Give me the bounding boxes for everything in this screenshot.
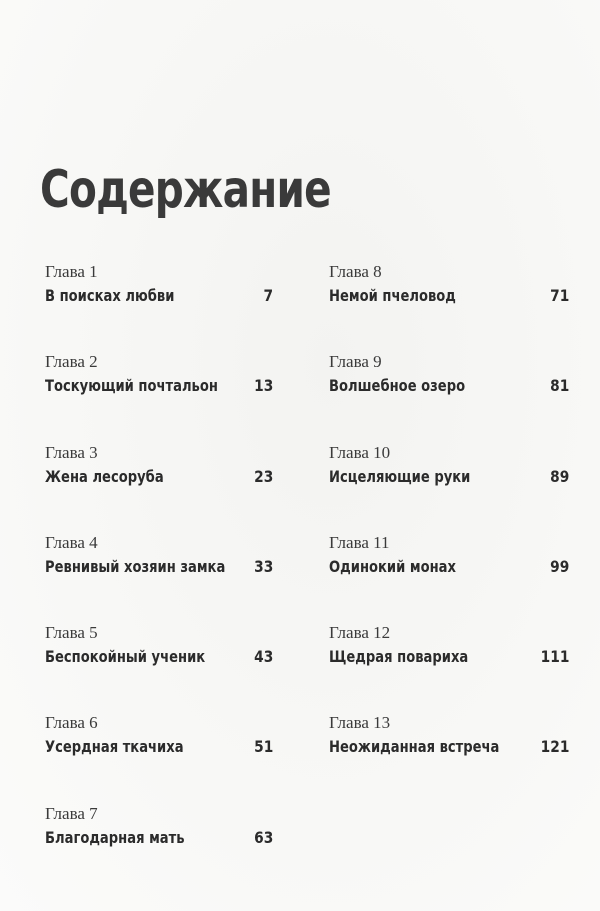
toc-entry[interactable] (45, 533, 285, 623)
page-number: 89 (549, 466, 569, 486)
page-title: Содержание (40, 160, 331, 220)
chapter-label: Глава 8 (329, 262, 382, 281)
page-number: 7 (263, 286, 273, 305)
toc-entry[interactable] (329, 443, 569, 533)
page-number: 23 (253, 466, 273, 486)
toc-right-column (329, 262, 569, 804)
chapter-title: Усердная ткачиха (45, 737, 184, 757)
chapter-title: Исцеляющие руки (329, 466, 471, 486)
toc-entry[interactable] (45, 623, 285, 713)
chapter-title: Немой пчеловод (329, 286, 456, 305)
chapter-title: Щедрая повариха (329, 647, 469, 667)
chapter-label: Глава 1 (45, 262, 98, 281)
chapter-label: Глава 6 (45, 713, 98, 733)
toc-entry[interactable] (329, 713, 569, 803)
chapter-title: Жена лесоруба (45, 466, 164, 486)
chapter-title: Одинокий монах (329, 556, 456, 576)
chapter-title: Неожиданная встреча (329, 737, 500, 757)
toc-entry[interactable] (45, 804, 285, 894)
chapter-title: Ревнивый хозяин замка (45, 556, 226, 576)
toc-left-column (45, 262, 285, 894)
page-number: 13 (253, 376, 273, 396)
chapter-label: Глава 9 (329, 352, 382, 372)
chapter-title: Благодарная мать (45, 827, 185, 847)
page-number: 33 (253, 556, 273, 576)
page-number: 51 (253, 737, 273, 757)
chapter-label: Глава 12 (329, 623, 391, 643)
chapter-title: Волшебное озеро (329, 376, 466, 396)
page-number: 121 (540, 737, 569, 757)
chapter-label: Глава 4 (45, 532, 98, 552)
chapter-label: Глава 10 (329, 442, 391, 462)
chapter-label: Глава 7 (45, 803, 98, 823)
toc-entry[interactable] (329, 262, 569, 352)
toc-entry[interactable] (45, 713, 285, 803)
chapter-title: В поисках любви (45, 286, 175, 305)
page-number: 81 (549, 376, 569, 396)
page-number: 71 (549, 286, 569, 305)
chapter-title: Тоскующий почтальон (45, 376, 218, 396)
toc-entry[interactable] (329, 623, 569, 713)
toc-entry[interactable] (45, 352, 285, 442)
toc-entry[interactable] (45, 262, 285, 352)
chapter-label: Глава 11 (329, 532, 390, 552)
toc-entry[interactable] (329, 352, 569, 442)
page-number: 111 (540, 647, 569, 667)
chapter-label: Глава 5 (45, 623, 98, 643)
chapter-label: Глава 13 (329, 713, 391, 733)
page-number: 99 (549, 556, 569, 576)
toc-entry[interactable] (329, 533, 569, 623)
page-number: 63 (253, 827, 273, 847)
page-number: 43 (253, 647, 273, 667)
toc-entry[interactable] (45, 443, 285, 533)
chapter-label: Глава 2 (45, 352, 98, 372)
chapter-label: Глава 3 (45, 442, 98, 462)
chapter-title: Беспокойный ученик (45, 647, 206, 667)
